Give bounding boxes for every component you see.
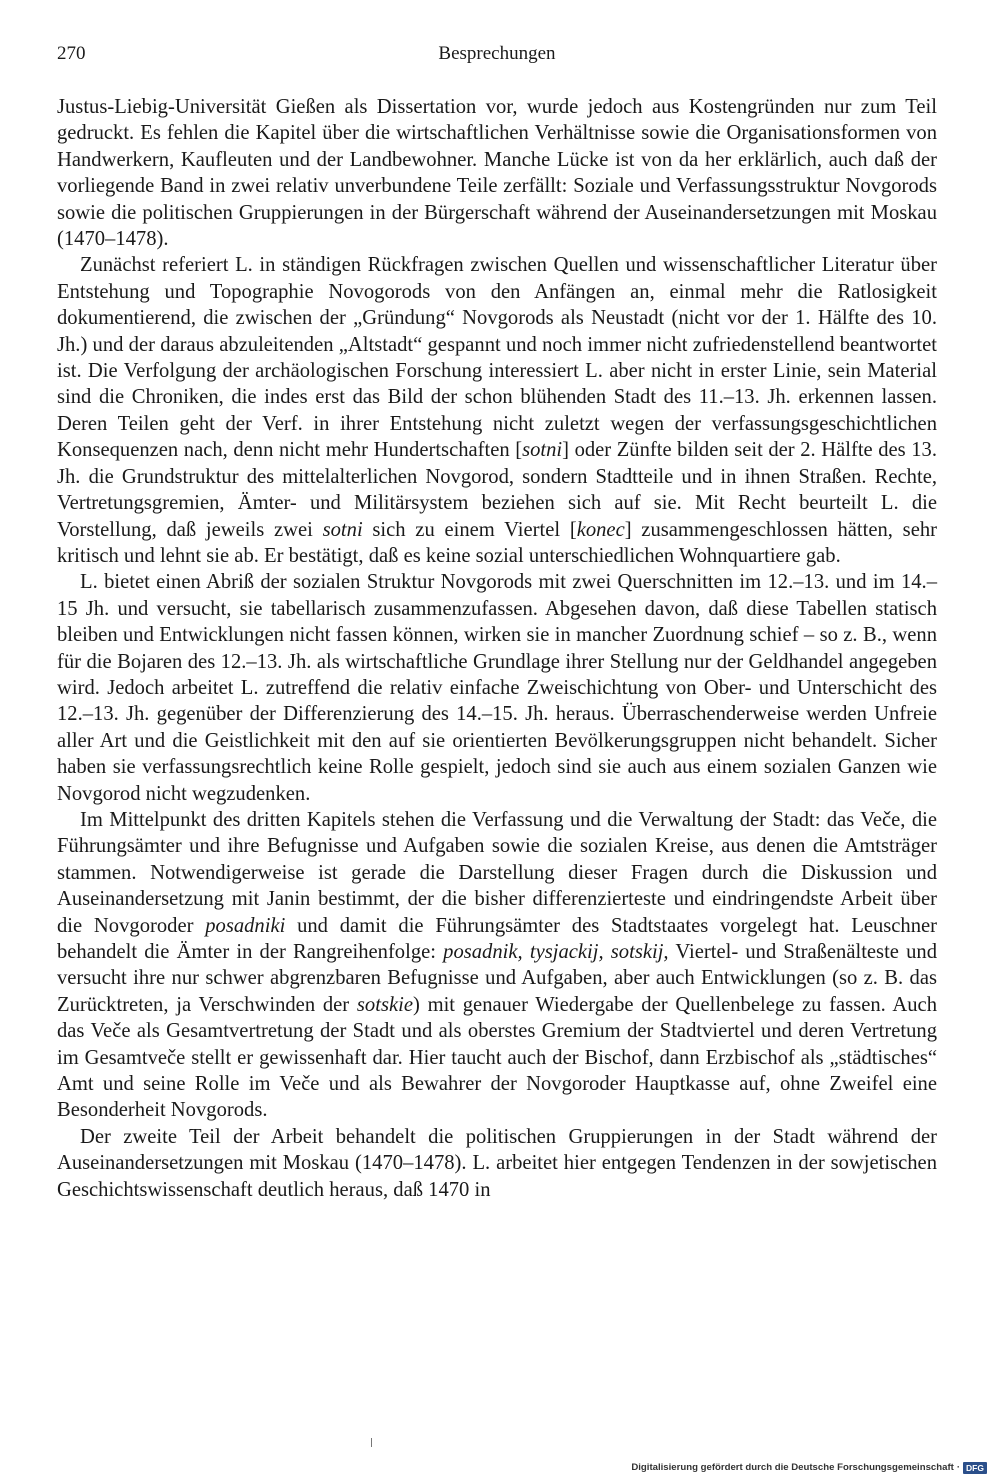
page-header xyxy=(57,40,937,68)
paragraph-2-text-1: Zunächst referiert L. in ständigen Rückfragen zwischen Quellen und wissenschaftlicher Literatur über Entstehung und Topographie Novogorods von den Anfängen an, einmal mehr die Ratlosigkeit dokumentierend, die zwischen der „Gründung“ Novgorods als Neustadt (nicht vor der 1. Hälfte des 10. Jh.) und der daraus abzuleitenden „Altstadt“ gespannt und noch immer nicht zufriedenstellend beantwortet ist. Die Verfolgung der archäologischen Forschung interessiert L. aber nicht in erster Linie, sein Material sind die Chroniken, die indes erst das Bild der schon blühenden Stadt des 11.–13. Jh. erkennen lassen. Deren Teilen geht der Verf. in ihrer Entstehung nicht zuletzt wegen der verfassungsgeschichtlichen Konsequenzen nach, denn nicht mehr Hundertschaften [ xyxy=(57,254,937,462)
scan-mark xyxy=(371,1438,372,1447)
dfg-logo-icon: DFG xyxy=(963,1462,987,1474)
paragraph-5: Der zweite Teil der Arbeit behandelt die politischen Gruppierungen in der Stadt während der Auseinandersetzungen mit Moskau (1470–1478). L. arbeitet hier entgegen Tendenzen in der sowjetischen Geschichtswissenschaft deutlich heraus, daß 1470 in xyxy=(57,1125,937,1201)
body-text xyxy=(57,94,937,1203)
paragraph-4-text-2: und damit die Führungsämter des Stadtstaates vorgelegt hat. Leuschner behandelt die Ämter in der Rangreihenfolge: xyxy=(57,914,938,963)
paragraph-4-text-3: Viertel- und Straßenälteste und versucht ihre nur schwer abgrenzbaren Befugnisse und Aufgaben, aber auch Entwicklungen (so z. B. das Zurücktreten, ja Verschwinden der xyxy=(57,941,937,1016)
italic-term-konec: konec xyxy=(576,518,625,541)
italic-term-sotni-2: sotni xyxy=(322,518,363,541)
page-number: 270 xyxy=(57,43,86,64)
paragraph-3: L. bietet einen Abriß der sozialen Struktur Novgorods mit zwei Querschnitten im 12.–13. und im 14.–15 Jh. und versucht, sie tabellarisch zusammenzufassen. Abgesehen davon, daß diese Tabellen statisch bleiben und Entwicklungen nicht fassen können, wirken sie in mancher Zuordnung schief – so z. B., wenn für die Bojaren des 12.–13. Jh. als wirtschaftliche Grundlage ihrer Stellung nur der Geldhandel angegeben wird. Jedoch arbeitet L. zutreffend die relativ einfache Zweischichtung von Ober- und Unterschicht des 12.–13. Jh. gegenüber der Differenzierung des 14.–15. Jh. heraus. Überraschenderweise werden Unfreie aller Art und die Geistlichkeit mit den auf sie orientierten Bevölkerungsgruppen nicht behandelt. Sicher haben sie verfassungsrechtlich keine Rolle gespielt, jedoch sind sie auch aus einem sozialen Ganzen wie Novgorod nicht wegzudenken. xyxy=(57,571,937,805)
paragraph-2 xyxy=(57,252,937,569)
paragraph-4-text-4: ) mit genauer Wiedergabe der Quellenbelege zu fassen. Auch das Veče als Gesamtvertretung der Stadt und als oberstes Gremium der Stadtviertel und deren Vertretung im Gesamtveče stellt er gewissenhaft dar. Hier taucht auch der Bischof, dann Erzbischof als „städtisches“ Amt und seine Rolle im Veče und als Bewahrer der Novgoroder Hauptkasse auf, ohne Zweifel eine Besonderheit Novgorods. xyxy=(57,993,937,1122)
italic-term-offices: posadnik, tysjackij, sotskij, xyxy=(443,941,669,963)
italic-term-sotskie: sotskie xyxy=(356,993,413,1016)
paragraph-4 xyxy=(57,807,937,1124)
paragraph-2-text-2: ] oder Zünfte bilden seit der 2. Hälfte des 13. Jh. die Grundstruktur des mittelalterlichen Novgorod, sondern Stadtteile und in ihnen Straßen. Rechte, Vertretungsgremien, Ämter- und Militärsystem beziehen sich auf sie. Mit Recht beurteilt L. die Vorstellung, daß jeweils zwei xyxy=(57,439,937,541)
italic-term-sotni: sotni xyxy=(522,439,563,462)
footer-separator: · xyxy=(956,1462,961,1473)
italic-term-posadniki: posadniki xyxy=(205,914,286,937)
paragraph-1: Justus-Liebig-Universität Gießen als Dissertation vor, wurde jedoch aus Kostengründen nur zum Teil gedruckt. Es fehlen die Kapitel über die wirtschaftlichen Verhältnisse sowie die Organisationsformen von Handwerkern, Kaufleuten und der Landbewohner. Manche Lücke ist von da her erklärlich, auch daß der vorliegende Band in zwei relativ unverbundene Teile zerfällt: Soziale und Verfassungsstruktur Novgorods sowie die politischen Gruppierungen in der Bürgerschaft während der Auseinandersetzungen mit Moskau (1470–1478). xyxy=(57,96,937,251)
digitization-footer xyxy=(607,1461,987,1475)
paragraph-4-text-1: Im Mittelpunkt des dritten Kapitels stehen die Verfassung und die Verwaltung der Stadt: das Veče, die Führungsämter und ihre Befugnisse und Aufgaben sowie die sozialen Kreise, aus denen die Amtsträger stammen. Notwendigerweise ist gerade die Darstellung dieser Fragen durch die Diskussion und Auseinandersetzung mit Janin bestimmt, der die bisher differenzierteste und eindringendste Arbeit über die Novgoroder xyxy=(57,808,937,937)
footer-text: Digitalisierung gefördert durch die Deutsche Forschungsgemeinschaft xyxy=(631,1462,954,1473)
paragraph-2-text-3: sich zu einem Viertel [ xyxy=(362,518,577,541)
paragraph-2-text-4: ] zusammengeschlossen hätten, sehr kritisch und lehnt sie ab. Er bestätigt, daß es keine sozial unterschiedlichen Wohnquartiere gab. xyxy=(57,518,937,567)
running-title: Besprechungen xyxy=(438,43,556,64)
